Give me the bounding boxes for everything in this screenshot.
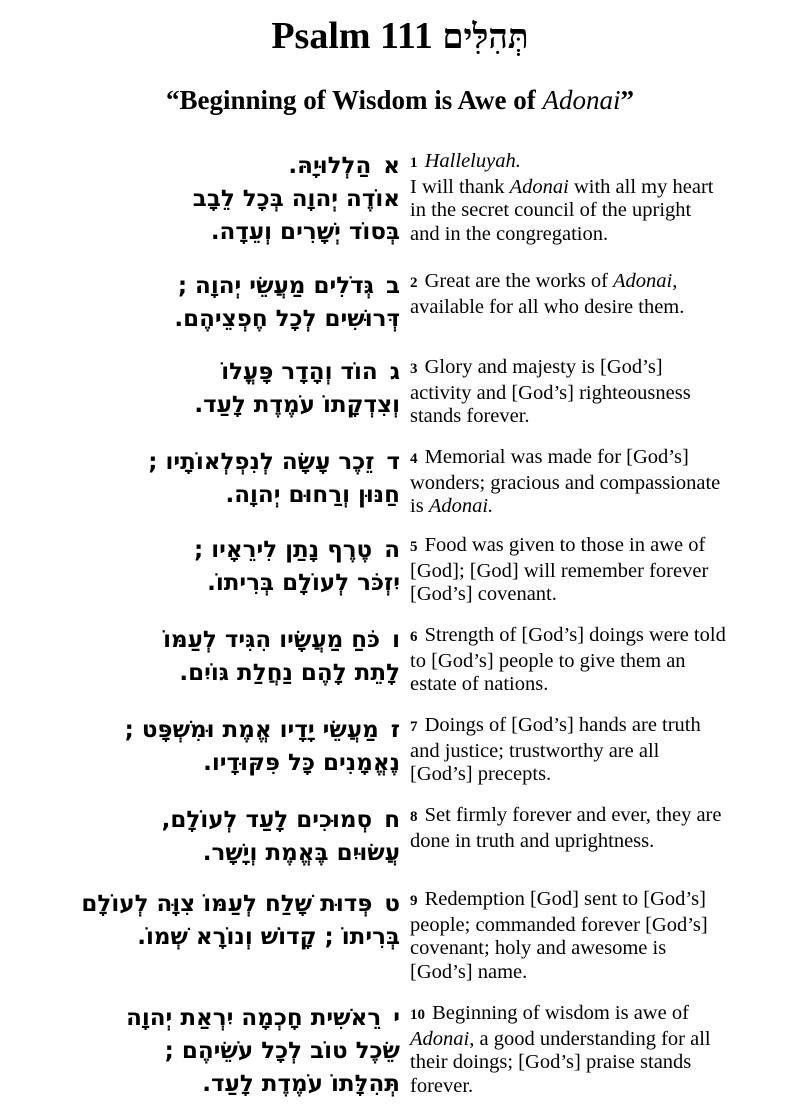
text-segment: available for all who desire them.: [410, 295, 685, 318]
english-line: [410, 583, 785, 607]
english-line: [410, 1051, 785, 1075]
english-translation: [410, 714, 785, 787]
hebrew-text: [15, 888, 400, 954]
english-line: [410, 199, 785, 223]
hebrew-line: [15, 303, 400, 336]
text-segment: Doings of [God’s] hands are truth: [424, 714, 701, 736]
hebrew-line-text: חַנּוּן וְרַחוּם יְהוָה.: [225, 482, 400, 508]
hebrew-line-text: פְּדוּת שָׁלַח לְעַמּוֹ צִוָּה לְעוֹלָם: [81, 891, 373, 917]
hebrew-line-text: לָתֵת לָהֶם נַחֲלַת גּוֹיִם.: [179, 660, 400, 686]
verse-number: 7: [410, 719, 418, 735]
page-subtitle: [0, 82, 800, 118]
hebrew-line: [15, 446, 400, 479]
subtitle-close: ”: [620, 85, 635, 115]
verse-number: 5: [410, 539, 418, 555]
hebrew-text: [15, 714, 400, 780]
text-segment: Glory and majesty is [God’s]: [424, 356, 663, 378]
text-segment: Memorial was made for [God’s]: [424, 446, 689, 468]
hebrew-text: [15, 804, 400, 870]
english-line: [410, 176, 785, 200]
hebrew-line: [15, 356, 400, 389]
verse-letter: י: [393, 1005, 400, 1031]
hebrew-line: [15, 921, 400, 954]
title-hebrew: תְּהִלִּים: [442, 17, 529, 57]
hebrew-line-text: הוֹד וְהָדָר פָּעֳלוֹ: [221, 359, 378, 385]
english-line: [410, 673, 785, 697]
hebrew-text: [15, 534, 400, 600]
text-segment: Strength of [God’s] doings were told: [424, 624, 726, 646]
italic-segment: Adonai,: [410, 1027, 475, 1050]
hebrew-line-text: בְּסוֹד יְשָׁרִים וְעֵדָה.: [210, 219, 400, 245]
hebrew-line-text: עֲשׂוּיִם בֶּאֱמֶת וְיָשָׁר.: [202, 840, 400, 866]
text-segment: Redemption [God] sent to [God’s]: [424, 888, 706, 910]
hebrew-line: [15, 1002, 400, 1035]
title-text: Psalm 111: [271, 15, 433, 57]
verse-number: 4: [410, 451, 418, 467]
english-line: [410, 150, 785, 176]
english-translation: [410, 534, 785, 607]
text-segment: people; commanded forever [God’s]: [410, 913, 708, 936]
english-line: [410, 914, 785, 938]
hebrew-line: [15, 270, 400, 303]
hebrew-line: [15, 183, 400, 216]
hebrew-line-text: אוֹדֶה יְהוָה בְּכָל לֵבָב: [192, 186, 400, 212]
english-line: [410, 830, 785, 854]
english-line: [410, 405, 785, 429]
english-line: [410, 356, 785, 382]
verse-letter: ו: [392, 627, 400, 653]
hebrew-line: [15, 534, 400, 567]
text-segment: Set firmly forever and ever, they are: [424, 804, 722, 826]
hebrew-text: [15, 150, 400, 249]
hebrew-line-text: מַעֲשֵׂי יָדָיו אֱמֶת וּמִשְׁפָּט ;: [124, 717, 379, 743]
english-translation: [410, 150, 785, 246]
page-title: [0, 10, 800, 63]
english-line: [410, 446, 785, 472]
text-segment: and justice; trustworthy are all: [410, 739, 660, 762]
verse-number: 8: [410, 809, 418, 825]
text-segment: to [God’s] people to give them an: [410, 649, 686, 672]
hebrew-line-text: תְּהִלָּתוֹ עֹמֶדֶת לָעַד.: [202, 1071, 400, 1097]
english-line: [410, 1002, 785, 1028]
hebrew-text: [15, 270, 400, 336]
text-segment: [God’s] precepts.: [410, 763, 552, 785]
english-line: [410, 1028, 785, 1052]
hebrew-text: [15, 624, 400, 690]
hebrew-line: [15, 216, 400, 249]
hebrew-line-text: טֶרֶף נָתַן לִירֵאָיו ;: [194, 537, 373, 563]
english-translation: [410, 1002, 785, 1098]
english-line: [410, 740, 785, 764]
english-line: [410, 296, 785, 320]
hebrew-line-text: שֵׂכֶל טוֹב לְכָל עֹשֵׂיהֶם ;: [164, 1038, 400, 1064]
hebrew-line-text: גְּדֹלִים מַעֲשֵׂי יְהוָה ;: [177, 273, 374, 299]
verse-letter: ד: [386, 449, 400, 475]
verse-letter: ה: [384, 537, 400, 563]
italic-segment: Adonai,: [613, 270, 678, 292]
italic-segment: Halleluyah.: [424, 150, 521, 172]
hebrew-line: [15, 567, 400, 600]
english-line: [410, 804, 785, 830]
text-segment: Food was given to those in awe of: [424, 534, 706, 556]
verse-letter: ג: [389, 359, 400, 385]
subtitle-open: “Beginning of Wisdom is Awe of: [165, 85, 543, 115]
hebrew-line: [15, 804, 400, 837]
verse-number: 6: [410, 629, 418, 645]
english-translation: [410, 356, 785, 429]
italic-segment: Adonai.: [428, 495, 494, 517]
hebrew-line: [15, 1035, 400, 1068]
english-line: [410, 472, 785, 496]
hebrew-line: [15, 389, 400, 422]
hebrew-line-text: כֹּחַ מַעֲשָׂיו הִגִּיד לְעַמּוֹ: [163, 627, 381, 653]
english-translation: [410, 804, 785, 853]
english-line: [410, 223, 785, 247]
hebrew-line-text: בְּרִיתוֹ ; קָדוֹשׁ וְנוֹרָא שְׁמוֹ.: [137, 924, 400, 950]
english-line: [410, 560, 785, 584]
subtitle-italic: Adonai: [542, 85, 621, 115]
hebrew-line: [15, 624, 400, 657]
text-segment: estate of nations.: [410, 673, 549, 695]
text-segment: done in truth and uprightness.: [410, 829, 655, 852]
english-line: [410, 382, 785, 406]
hebrew-line: [15, 714, 400, 747]
hebrew-text: [15, 1002, 400, 1101]
hebrew-line-text: וְצִדְקָתוֹ עֹמֶדֶת לָעַד.: [194, 392, 400, 418]
hebrew-line-text: נֶאֱמָנִים כָּל פִּקּוּדָיו.: [203, 750, 400, 776]
text-segment: and in the congregation.: [410, 222, 609, 245]
verse-letter: ט: [384, 891, 400, 917]
english-line: [410, 937, 785, 961]
english-line: [410, 1075, 785, 1099]
text-segment: [God’s] covenant.: [410, 583, 557, 605]
hebrew-line: [15, 150, 400, 183]
hebrew-line: [15, 657, 400, 690]
hebrew-line-text: יִזְכֹּר לְעוֹלָם בְּרִיתוֹ.: [207, 570, 400, 596]
hebrew-line-text: רֵאשִׁית חָכְמָה יִרְאַת יְהוָה: [126, 1005, 382, 1031]
hebrew-line-text: זֵכֶר עָשָׂה לְנִפְלְאוֹתָיו ;: [148, 449, 375, 475]
english-translation: [410, 624, 785, 697]
text-segment: covenant; holy and awesome is: [410, 937, 667, 959]
hebrew-line: [15, 837, 400, 870]
hebrew-text: [15, 356, 400, 422]
english-line: [410, 624, 785, 650]
hebrew-line-text: סְמוּכִים לָעַד לְעוֹלָם,: [161, 807, 373, 833]
english-line: [410, 763, 785, 787]
english-translation: [410, 446, 785, 519]
english-line: [410, 495, 785, 519]
verse-number: 9: [410, 893, 418, 909]
hebrew-line: [15, 1068, 400, 1101]
english-line: [410, 270, 785, 296]
verse-letter: ז: [390, 717, 400, 743]
verse-number: 1: [410, 155, 418, 171]
text-segment: I will thank: [410, 175, 510, 198]
english-line: [410, 714, 785, 740]
hebrew-line-text: הַלְלוּיָהּ.: [288, 153, 372, 179]
english-translation: [410, 270, 785, 319]
text-segment: stands forever.: [410, 405, 530, 427]
english-line: [410, 888, 785, 914]
hebrew-line-text: דְּרוּשִׁים לְכָל חֶפְצֵיהֶם.: [174, 306, 400, 332]
text-segment: Beginning of wisdom is awe of: [432, 1002, 689, 1024]
verse-letter: ב: [385, 273, 400, 299]
text-segment: forever.: [410, 1074, 474, 1097]
verse-number: 3: [410, 361, 418, 377]
text-segment: wonders; gracious and compassionate: [410, 471, 721, 494]
english-translation: [410, 888, 785, 984]
text-segment: is: [410, 495, 429, 517]
text-segment: a good understanding for all: [474, 1027, 711, 1050]
text-segment: Great are the works of: [424, 270, 614, 292]
text-segment: with all my heart: [568, 175, 714, 198]
verse-letter: ח: [384, 807, 400, 833]
verse-number: 2: [410, 275, 418, 291]
italic-segment: Adonai: [509, 175, 569, 198]
hebrew-line: [15, 747, 400, 780]
text-segment: [God’s] name.: [410, 960, 528, 983]
english-line: [410, 961, 785, 985]
text-segment: their doings; [God’s] praise stands: [410, 1051, 692, 1073]
verse-number: 10: [410, 1007, 425, 1023]
hebrew-text: [15, 446, 400, 512]
text-segment: activity and [God’s] righteousness: [410, 381, 691, 404]
text-segment: [God]; [God] will remember forever: [410, 559, 709, 582]
hebrew-line: [15, 888, 400, 921]
verse-letter: א: [383, 153, 400, 179]
hebrew-line: [15, 479, 400, 512]
english-line: [410, 534, 785, 560]
text-segment: in the secret council of the upright: [410, 199, 692, 221]
english-line: [410, 650, 785, 674]
